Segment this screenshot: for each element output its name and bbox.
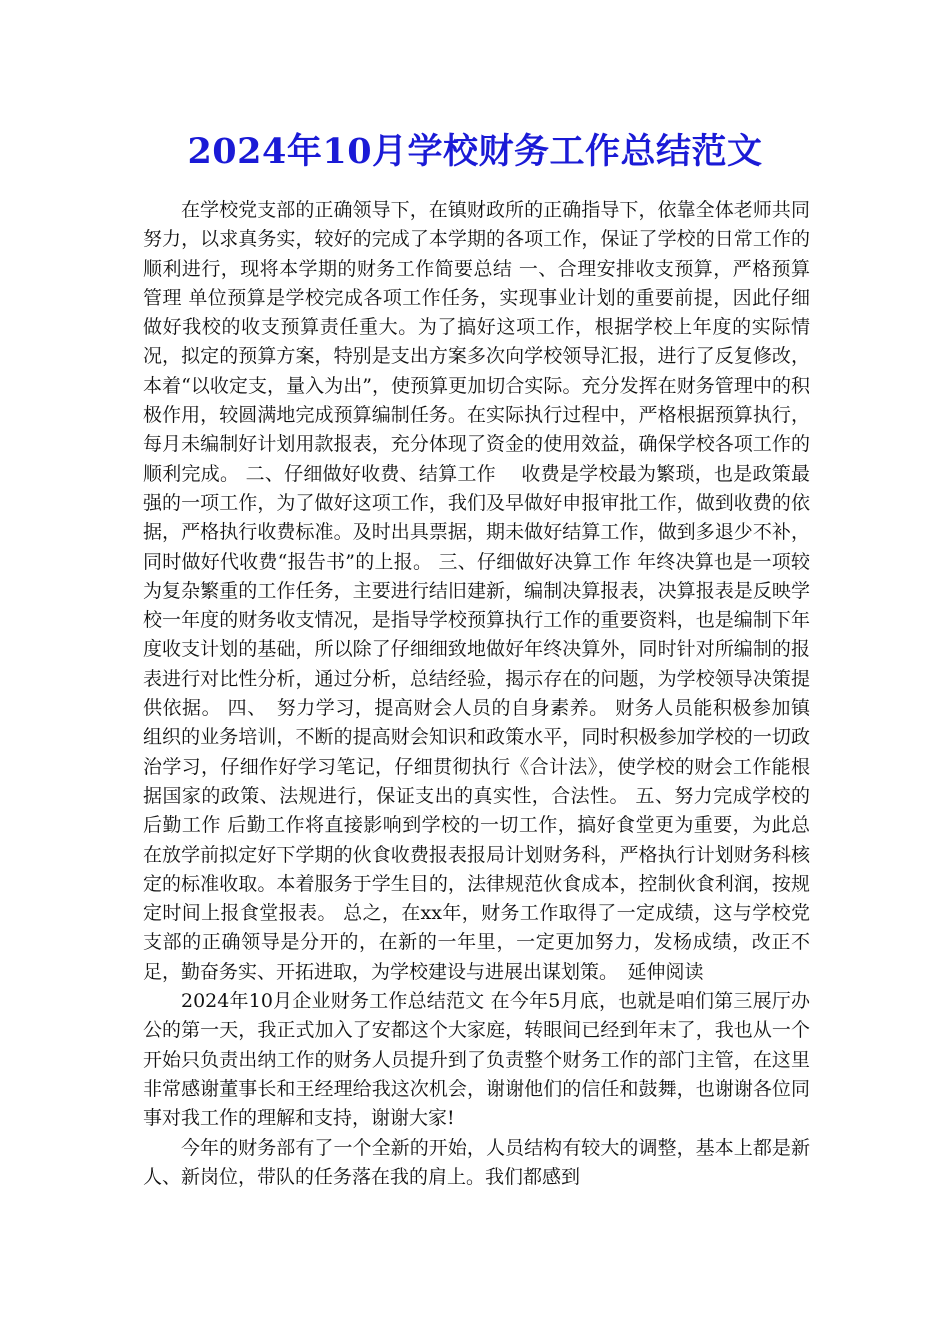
document-title: 2024年10月学校财务工作总结范文 bbox=[187, 131, 763, 172]
document-body bbox=[143, 196, 810, 1192]
body-paragraph: 2024年10月企业财务工作总结范文 在今年5月底，也就是咱们第三展厅办公的第一天，我正式加入了安都这个大家庭，转眼间已经到年末了，我也从一个开始只负责出纳工作的财务人员提升到了负责整个财务工作的部门主管，在这里非常感谢董事长和王经理给我这次机会，谢谢他们的信任和鼓舞，也谢谢各位同事对我工作的理解和支持，谢谢大家! bbox=[143, 990, 810, 1130]
body-paragraph: 在学校党支部的正确领导下，在镇财政所的正确指导下，依靠全体老师共同努力，以求真务实，较好的完成了本学期的各项工作，保证了学校的日常工作的顺利进行，现将本学期的财务工作简要总结 一、合理安排收支预算，严格预算管理 单位预算是学校完成各项工作任务，实现事业计划的重要前提，因此仔细做好我校的收支预算责任重大。为了搞好这项工作，根据学校上年度的实际情况，拟定的预算方案，特别是支出方案多次向学校领导汇报，进行了反复修改，本着“以收定支，量入为出”，使预算更加切合实际。充分发挥在财务管理中的积极作用，较圆满地完成预算编制任务。在实际执行过程中，严格根据预算执行，每月未编制好计划用款报表，充分体现了资金的使用效益，确保学校各项工作的顺利完成。 二、仔细做好收费、结算工作 收费是学校最为繁琐，也是政策最强的一项工作，为了做好这项工作，我们及早做好申报审批工作，做到收费的依据，严格执行收费标准。及时出具票据，期未做好结算工作，做到多退少不补，同时做好代收费“报告书”的上报。 三、仔细做好决算工作 年终决算也是一项较为复杂繁重的工作任务，主要进行结旧建新，编制决算报表，决算报表是反映学校一年度的财务收支情况，是指导学校预算执行工作的重要资料，也是编制下年度收支计划的基础，所以除了仔细细致地做好年终决算外，同时针对所编制的报表进行对比性分析，通过分析，总结经验，揭示存在的问题，为学校领导决策提供依据。 四、 努力学习，提高财会人员的自身素养。 财务人员能积极参加镇组织的业务培训，不断的提高财会知识和政策水平，同时积极参加学校的一切政治学习，仔细作好学习笔记，仔细贯彻执行《合计法》，使学校的财会工作能根据国家的政策、法规进行，保证支出的真实性，合法性。 五、努力完成学校的后勤工作 后勤工作将直接影响到学校的一切工作，搞好食堂更为重要，为此总在放学前拟定好下学期的伙食收费报表报局计划财务科，严格执行计划财务科核定的标准收取。本着服务于学生目的，法律规范伙食成本，控制伙食利润，按规定时间上报食堂报表。 总之，在xx年，财务工作取得了一定成绩，这与学校党支部的正确领导是分开的，在新的一年里，一定更加努力，发杨成绩，改正不足，勤奋务实、开拓进取，为学校建设与进展出谋划策。 延伸阅读 bbox=[143, 199, 810, 983]
body-paragraph: 今年的财务部有了一个全新的开始，人员结构有较大的调整，基本上都是新人、新岗位，带队的任务落在我的肩上。我们都感到 bbox=[143, 1136, 810, 1188]
